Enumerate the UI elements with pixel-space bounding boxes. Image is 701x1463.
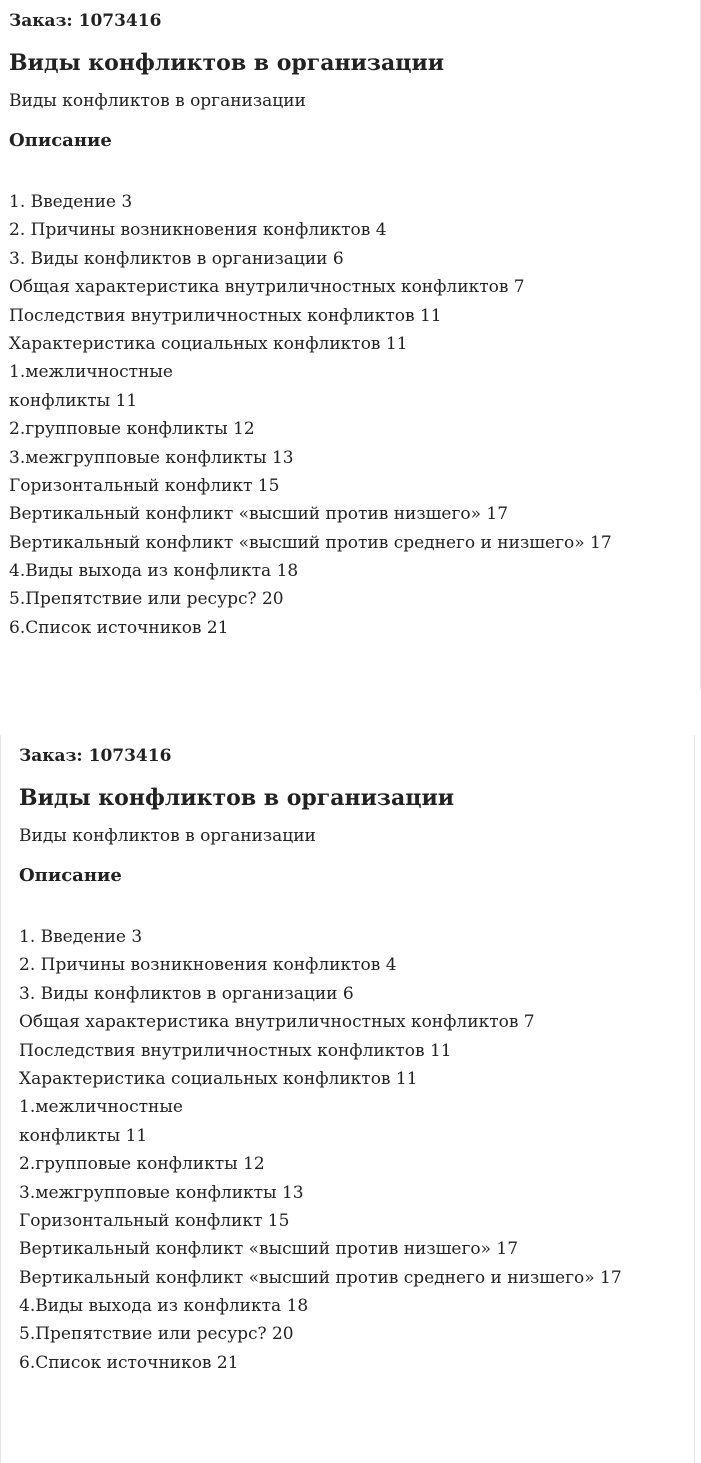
toc-item: Последствия внутриличностных конфликтов 11 <box>9 305 442 326</box>
toc-item: Общая характеристика внутриличностных конфликтов 7 <box>19 1012 535 1033</box>
toc-item: 4.Виды выхода из конфликта 18 <box>19 1296 309 1317</box>
toc-item: 3.межгрупповые конфликты 13 <box>9 447 294 468</box>
toc-item: 1.межличностные <box>9 362 173 383</box>
toc-item: 5.Препятствие или ресурс? 20 <box>19 1324 294 1345</box>
toc-item: Горизонтальный конфликт 15 <box>19 1210 290 1231</box>
toc-item: Последствия внутриличностных конфликтов 11 <box>19 1040 452 1061</box>
toc-item: 2. Причины возникновения конфликтов 4 <box>19 955 397 976</box>
toc-item: 1. Введение 3 <box>19 927 143 947</box>
toc-item: конфликты 11 <box>9 390 138 411</box>
table-of-contents <box>9 188 700 642</box>
toc-item: Горизонтальный конфликт 15 <box>9 475 280 496</box>
toc-item: 3.межгрупповые конфликты 13 <box>19 1182 304 1203</box>
order-card <box>0 735 695 1463</box>
table-of-contents <box>19 923 694 1377</box>
toc-item: 1. Введение 3 <box>9 192 133 212</box>
toc-item: Характеристика социальных конфликтов 11 <box>19 1068 418 1089</box>
toc-item: 2.групповые конфликты 12 <box>9 419 255 440</box>
toc-item: 2. Причины возникновения конфликтов 4 <box>9 220 387 241</box>
description-heading: Описание <box>9 130 112 151</box>
toc-item: 3. Виды конфликтов в организации 6 <box>9 248 344 269</box>
toc-item: Вертикальный конфликт «высший против низшего» 17 <box>19 1239 519 1260</box>
toc-item: Вертикальный конфликт «высший против среднего и низшего» 17 <box>9 532 612 553</box>
order-number: Заказ: 1073416 <box>9 11 162 31</box>
page-subtitle: Виды конфликтов в организации <box>19 826 316 846</box>
description-heading: Описание <box>19 865 122 886</box>
order-card <box>0 0 701 690</box>
toc-item: конфликты 11 <box>19 1125 148 1146</box>
toc-item: 1.межличностные <box>19 1097 183 1118</box>
page-subtitle: Виды конфликтов в организации <box>9 91 306 111</box>
toc-item: 2.групповые конфликты 12 <box>19 1154 265 1175</box>
toc-item: Вертикальный конфликт «высший против среднего и низшего» 17 <box>19 1267 622 1288</box>
toc-item: Вертикальный конфликт «высший против низшего» 17 <box>9 504 509 525</box>
toc-item: 5.Препятствие или ресурс? 20 <box>9 589 284 610</box>
page-title: Виды конфликтов в организации <box>19 785 455 811</box>
toc-item: 6.Список источников 21 <box>19 1352 239 1373</box>
toc-item: 4.Виды выхода из конфликта 18 <box>9 561 299 582</box>
toc-item: 3. Виды конфликтов в организации 6 <box>19 983 354 1004</box>
toc-item: 6.Список источников 21 <box>9 617 229 638</box>
page-title: Виды конфликтов в организации <box>9 50 445 76</box>
toc-item: Характеристика социальных конфликтов 11 <box>9 333 408 354</box>
toc-item: Общая характеристика внутриличностных конфликтов 7 <box>9 277 525 298</box>
order-number: Заказ: 1073416 <box>19 746 172 766</box>
